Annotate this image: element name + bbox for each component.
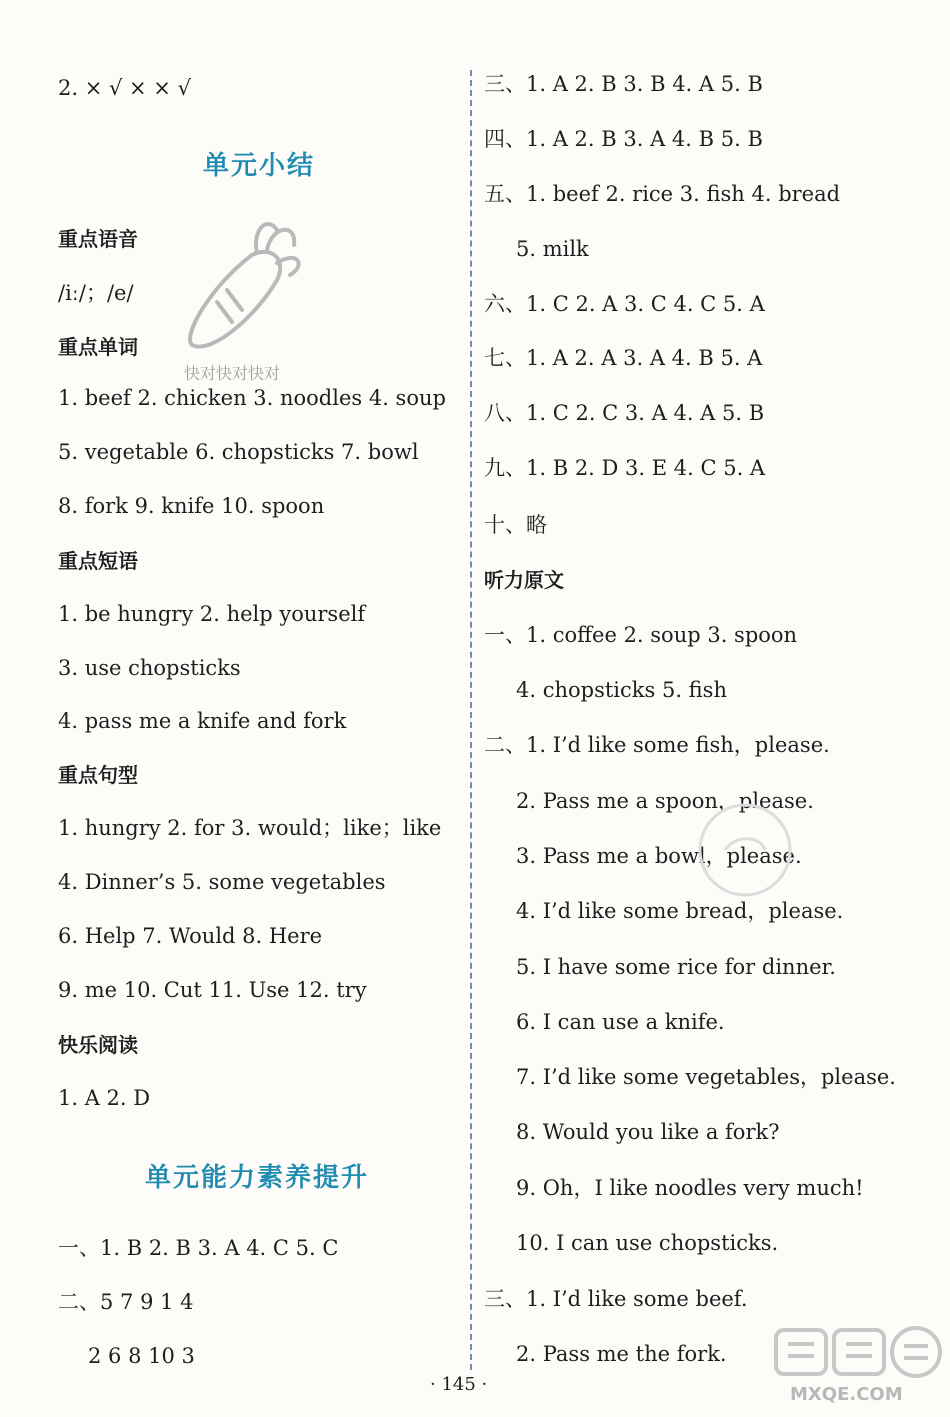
answer-line: 4. I’d like some bread，please. [516, 899, 844, 923]
answer-line: /iː/；/e/ [58, 281, 134, 305]
site-logo-text: MXQE.COM [790, 1384, 903, 1405]
answer-line: 二、5 7 9 1 4 [58, 1290, 194, 1314]
heading-happy-reading: 快乐阅读 [58, 1033, 138, 1057]
carrot-watermark-icon [172, 205, 312, 365]
answer-line: 八、1. C 2. C 3. A 4. A 5. B [484, 401, 765, 425]
answer-line: 5. milk [516, 237, 589, 261]
watermark-text: 快对快对快对 [184, 364, 281, 383]
answer-line: 6. I can use a knife. [516, 1010, 725, 1034]
answer-line: 4. chopsticks 5. fish [516, 678, 727, 702]
answer-line: 5. vegetable 6. chopsticks 7. bowl [58, 440, 419, 464]
answer-line: 4. Dinner’s 5. some vegetables [58, 870, 386, 894]
answer-line: 五、1. beef 2. rice 3. fish 4. bread [484, 182, 841, 206]
column-divider [470, 70, 472, 1370]
answer-line: 2. Pass me the fork. [516, 1342, 727, 1366]
answer-line: 九、1. B 2. D 3. E 4. C 5. A [484, 456, 766, 480]
answer-line: 2 6 8 10 3 [88, 1344, 195, 1368]
answer-line: 5. I have some rice for dinner. [516, 955, 836, 979]
answer-line: 6. Help 7. Would 8. Here [58, 924, 323, 948]
answer-line: 10. I can use chopsticks. [516, 1231, 779, 1255]
answer-line: 3. use chopsticks [58, 656, 241, 680]
answer-line: 六、1. C 2. A 3. C 4. C 5. A [484, 292, 765, 316]
answer-line: 4. pass me a knife and fork [58, 709, 347, 733]
answer-line: 三、1. I’d like some beef. [484, 1287, 748, 1311]
answer-line: 一、1. coffee 2. soup 3. spoon [484, 623, 798, 647]
answer-line: 1. beef 2. chicken 3. noodles 4. soup [58, 386, 446, 410]
answer-line: 1. hungry 2. for 3. would；like；like [58, 816, 442, 840]
answer-line: 一、1. B 2. B 3. A 4. C 5. C [58, 1236, 339, 1260]
heading-key-sounds: 重点语音 [58, 227, 138, 251]
answer-line: 三、1. A 2. B 3. B 4. A 5. B [484, 72, 763, 96]
answer-line: 七、1. A 2. A 3. A 4. B 5. A [484, 346, 763, 370]
answer-line: 2. Pass me a spoon，please. [516, 789, 814, 813]
answer-line: 3. Pass me a bowl，please. [516, 844, 802, 868]
section-title-unit-summary: 单元小结 [203, 151, 316, 181]
section-title-unit-ability: 单元能力素养提升 [145, 1163, 370, 1193]
page-number: · 145 · [430, 1374, 488, 1395]
heading-listening-script: 听力原文 [484, 568, 564, 592]
answer-line: 二、1. I’d like some fish，please. [484, 733, 830, 757]
answer-line: 9. Oh，I like noodles very much! [516, 1176, 864, 1200]
site-logo-icon [770, 1322, 945, 1382]
answer-line: 十、略 [484, 513, 547, 537]
faint-watermark-icon [690, 790, 810, 910]
heading-key-sentences: 重点句型 [58, 763, 138, 787]
answer-line: 7. I’d like some vegetables，please. [516, 1065, 896, 1089]
answer-line: 9. me 10. Cut 11. Use 12. try [58, 978, 367, 1002]
answer-line: 1. A 2. D [58, 1086, 151, 1110]
answer-line: 8. fork 9. knife 10. spoon [58, 494, 325, 518]
answer-line: 1. be hungry 2. help yourself [58, 602, 366, 626]
answer-line: 8. Would you like a fork? [516, 1120, 780, 1144]
heading-key-phrases: 重点短语 [58, 549, 138, 573]
answer-line: 2. × √ × × √ [58, 76, 191, 100]
answer-line: 四、1. A 2. B 3. A 4. B 5. B [484, 127, 763, 151]
heading-key-words: 重点单词 [58, 335, 138, 359]
